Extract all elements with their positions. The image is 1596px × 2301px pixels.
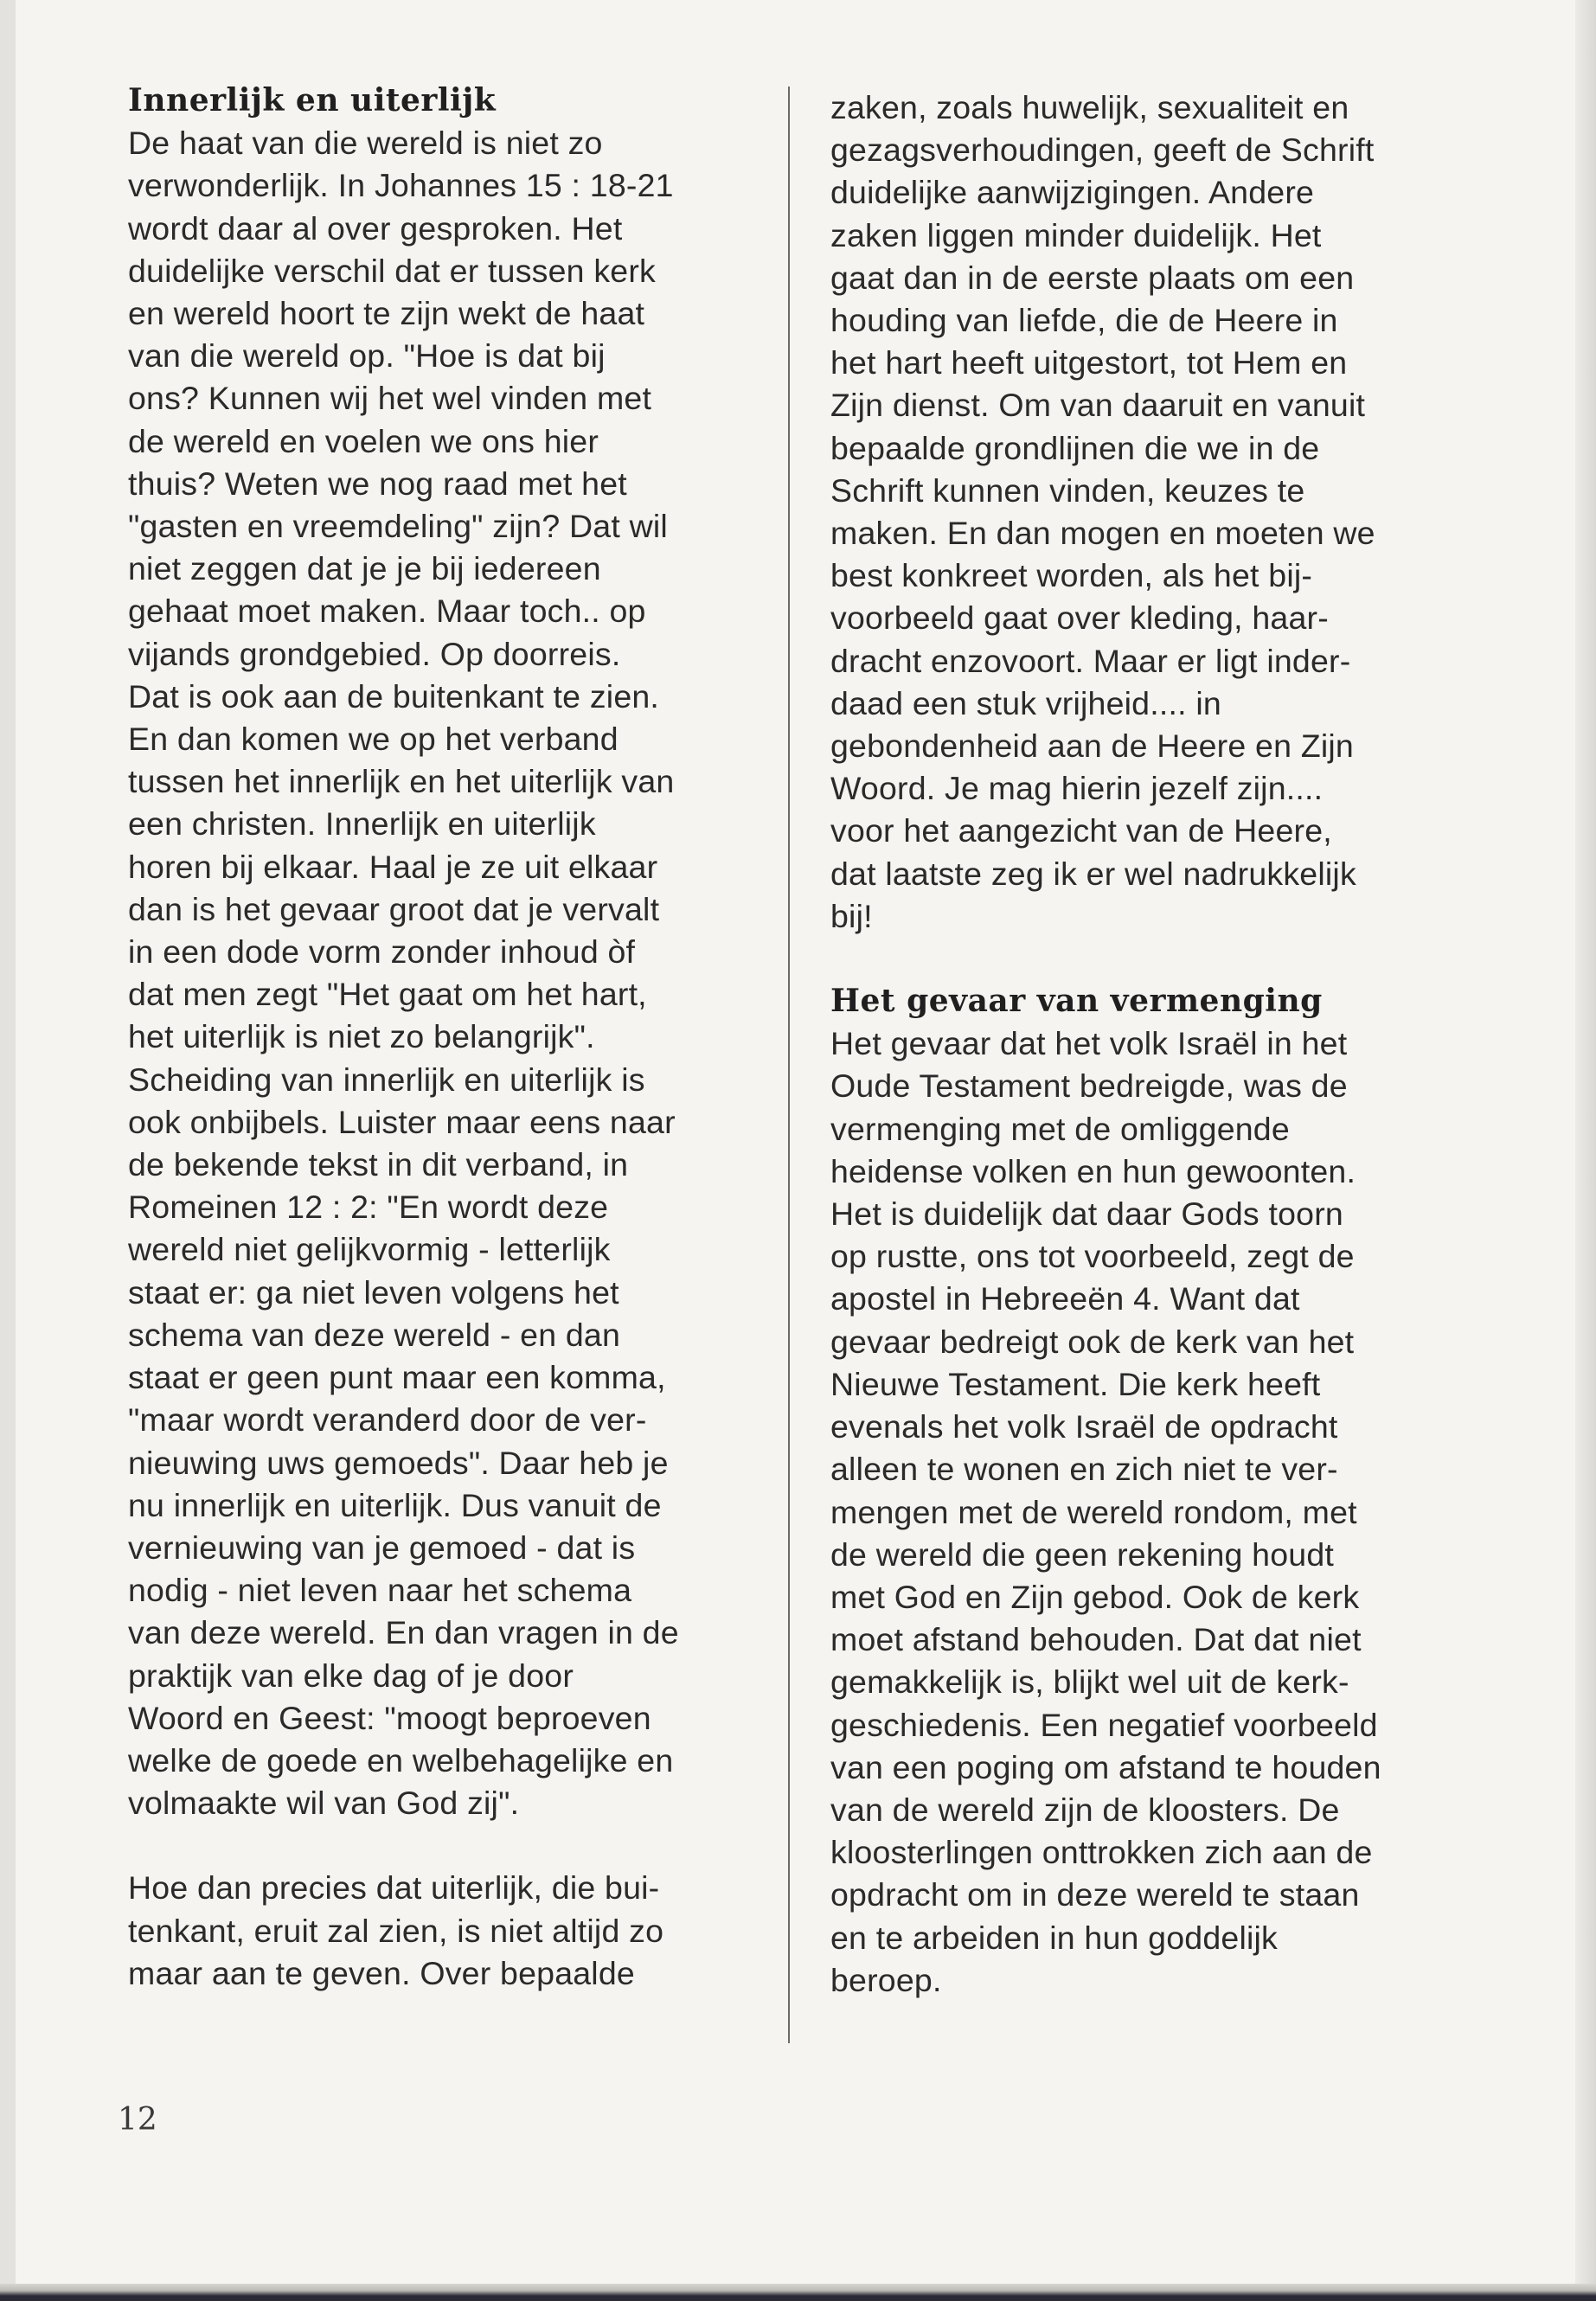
text-line: dat laatste zeg ik er wel nadrukkelijk	[830, 855, 1356, 892]
left-paragraph-2	[128, 1867, 751, 1995]
text-line: de wereld en voelen we ons hier	[128, 422, 599, 459]
right-paragraph-1	[830, 87, 1453, 938]
text-line: Romeinen 12 : 2: "En wordt deze	[128, 1189, 609, 1226]
text-line: ook onbijbels. Luister maar eens naar	[128, 1103, 676, 1140]
text-line: het hart heeft uitgestort, tot Hem en	[830, 344, 1348, 381]
text-line: in een dode vorm zonder inhoud òf	[128, 933, 636, 971]
text-line: verwonderlijk. In Johannes 15 : 18-21	[128, 167, 674, 204]
text-line: tussen het innerlijk en het uiterlijk van	[128, 763, 675, 800]
text-line: Scheiding van innerlijk en uiterlijk is	[128, 1061, 645, 1098]
text-line: welke de goede en welbehagelijke en	[128, 1741, 674, 1779]
text-line: vijands grondgebied. Op doorreis.	[128, 635, 621, 672]
text-line: De haat van die wereld is niet zo	[128, 125, 603, 162]
text-line: staat er: ga niet leven volgens het	[128, 1273, 619, 1311]
text-line: wereld niet gelijkvormig - letterlijk	[128, 1231, 611, 1268]
text-line: van de wereld zijn de kloosters. De	[830, 1791, 1340, 1828]
text-line: de bekende tekst in dit verband, in	[128, 1146, 629, 1183]
text-line: mengen met de wereld rondom, met	[830, 1493, 1357, 1530]
text-line: met God en Zijn gebod. Ook de kerk	[830, 1578, 1360, 1615]
text-line: gevaar bedreigt ook de kerk van het	[830, 1323, 1355, 1360]
text-line: kloosterlingen onttrokken zich aan de	[830, 1834, 1373, 1871]
text-line: Nieuwe Testament. Die kerk heeft	[830, 1365, 1321, 1402]
column-divider	[788, 87, 790, 2043]
text-line: voorbeeld gaat over kleding, haar-	[830, 599, 1329, 637]
text-line: gezagsverhoudingen, geeft de Schrift	[830, 131, 1375, 169]
text-line: niet zeggen dat je je bij iedereen	[128, 550, 601, 587]
text-line: thuis? Weten we nog raad met het	[128, 465, 627, 502]
text-line: duidelijke aanwijzigingen. Andere	[830, 174, 1315, 211]
text-line: zaken liggen minder duidelijk. Het	[830, 216, 1322, 253]
text-line: Het is duidelijk dat daar Gods toorn	[830, 1195, 1343, 1233]
text-line: het uiterlijk is niet zo belangrijk".	[128, 1018, 595, 1055]
text-line: dat men zegt "Het gaat om het hart,	[128, 976, 647, 1013]
text-line: moet afstand behouden. Dat dat niet	[830, 1621, 1362, 1658]
text-line: gaat dan in de eerste plaats om een	[830, 259, 1355, 296]
page-gutter	[0, 0, 16, 2301]
text-line: alleen te wonen en zich niet te ver-	[830, 1451, 1338, 1488]
text-line: staat er geen punt maar een komma,	[128, 1359, 666, 1396]
text-line: houding van liefde, die de Heere in	[830, 302, 1338, 339]
text-line: opdracht om in deze wereld te staan	[830, 1876, 1360, 1913]
text-line: bij!	[830, 897, 873, 934]
text-line: Schrift kunnen vinden, keuzes te	[830, 471, 1305, 509]
text-line: beroep.	[830, 1961, 942, 1998]
text-line: horen bij elkaar. Haal je ze uit elkaar	[128, 848, 658, 885]
text-line: Woord. Je mag hierin jezelf zijn....	[830, 770, 1324, 807]
text-line: en te arbeiden in hun goddelijk	[830, 1919, 1279, 1956]
text-line: wordt daar al over gesproken. Het	[128, 209, 623, 247]
magazine-page	[16, 0, 1581, 2284]
left-column	[128, 80, 751, 1995]
text-line: Het gevaar dat het volk Israël in het	[830, 1025, 1348, 1062]
text-line: zaken, zoals huwelijk, sexualiteit en	[830, 89, 1349, 125]
section-heading-vermenging: Het gevaar van vermenging	[830, 983, 1323, 1020]
text-line: duidelijke verschil dat er tussen kerk	[128, 252, 656, 289]
text-line: van deze wereld. En dan vragen in de	[128, 1614, 679, 1651]
text-line: volmaakte wil van God zij".	[128, 1785, 520, 1822]
page-edge	[1575, 0, 1596, 2301]
text-line: heidense volken en hun gewoonten.	[830, 1152, 1356, 1189]
text-line: op rustte, ons tot voorbeeld, zegt de	[830, 1238, 1355, 1275]
text-line: van een poging om afstand te houden	[830, 1748, 1381, 1785]
text-line: gebondenheid aan de Heere en Zijn	[830, 727, 1354, 765]
text-line: ons? Kunnen wij het wel vinden met	[128, 380, 652, 417]
text-line: En dan komen we op het verband	[128, 721, 619, 758]
bottom-edge	[0, 2284, 1596, 2301]
text-line: Dat is ook aan de buitenkant te zien.	[128, 677, 660, 715]
page-number: 12	[118, 2102, 157, 2138]
right-paragraph-2	[830, 1022, 1453, 2002]
text-line: nu innerlijk en uiterlijk. Dus vanuit de	[128, 1486, 662, 1523]
text-line: vernieuwing van je gemoed - dat is	[128, 1529, 636, 1566]
text-line: Woord en Geest: "moogt beproeven	[128, 1699, 651, 1736]
text-line: en wereld hoort te zijn wekt de haat	[128, 295, 645, 332]
text-line: van die wereld op. "Hoe is dat bij	[128, 337, 606, 375]
text-line: daad een stuk vrijheid.... in	[830, 684, 1221, 721]
text-line: evenals het volk Israël de opdracht	[830, 1408, 1338, 1445]
text-line: gehaat moet maken. Maar toch.. op	[128, 593, 646, 630]
right-column	[830, 87, 1453, 2002]
text-line: "gasten en vreemdeling" zijn? Dat wil	[128, 508, 668, 545]
text-line: schema van deze wereld - en dan	[128, 1316, 621, 1353]
section-heading-innerlijk: Innerlijk en uiterlijk	[128, 82, 497, 119]
text-line: Hoe dan precies dat uiterlijk, die bui-	[128, 1869, 660, 1907]
left-paragraph-1	[128, 122, 751, 1824]
text-line: maar aan te geven. Over bepaalde	[128, 1954, 635, 1991]
text-line: de wereld die geen rekening houdt	[830, 1535, 1335, 1573]
text-line: nieuwing uws gemoeds". Daar heb je	[128, 1444, 669, 1481]
text-line: dracht enzovoort. Maar er ligt inder-	[830, 642, 1351, 679]
text-line: voor het aangezicht van de Heere,	[830, 812, 1332, 849]
text-line: dan is het gevaar groot dat je vervalt	[128, 890, 660, 927]
text-line: best konkreet worden, als het bij-	[830, 557, 1313, 594]
text-line: "maar wordt veranderd door de ver-	[128, 1401, 647, 1439]
text-line: gemakkelijk is, blijkt wel uit de kerk-	[830, 1663, 1349, 1701]
text-line: Zijn dienst. Om van daaruit en vanuit	[830, 387, 1366, 424]
text-line: geschiedenis. Een negatief voorbeeld	[830, 1706, 1378, 1743]
text-line: vermenging met de omliggende	[830, 1110, 1290, 1147]
text-line: maken. En dan mogen en moeten we	[830, 515, 1375, 552]
text-line: Oude Testament bedreigde, was de	[830, 1067, 1348, 1105]
text-line: tenkant, eruit zal zien, is niet altijd zo	[128, 1912, 664, 1949]
text-line: nodig - niet leven naar het schema	[128, 1572, 632, 1609]
text-line: apostel in Hebreeën 4. Want dat	[830, 1280, 1300, 1317]
text-line: bepaalde grondlijnen die we in de	[830, 429, 1320, 466]
text-line: praktijk van elke dag of je door	[128, 1657, 574, 1694]
text-line: een christen. Innerlijk en uiterlijk	[128, 805, 596, 843]
